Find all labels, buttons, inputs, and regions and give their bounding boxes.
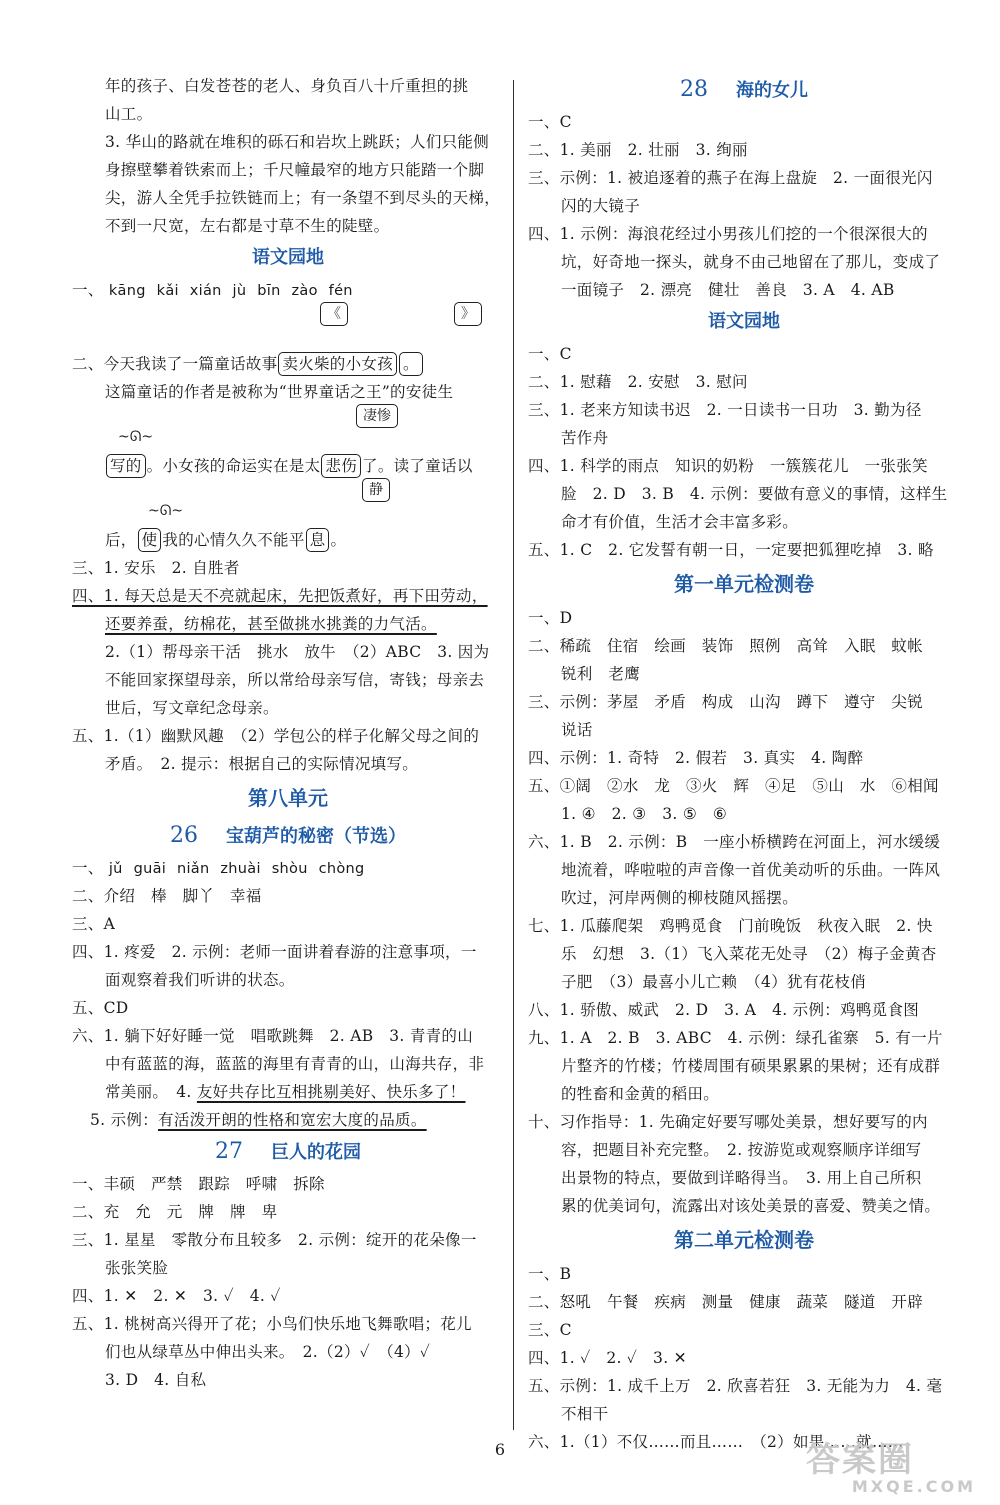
- text-line: 累的优美词句，流露出对该处美景的喜爱、赞美之情。: [561, 1197, 941, 1215]
- text-line: 六、1.（1）不仅……而且…… （2）如果……就……: [528, 1433, 904, 1451]
- text-line: [72, 582, 504, 610]
- marked-word: 息: [306, 528, 330, 552]
- insert-annotation: 》: [454, 302, 482, 326]
- text-line: 们也从绿草丛中伸出头来。 2.（2）✓ （4）✓: [105, 1343, 431, 1361]
- insert-annotation: 《: [320, 302, 348, 326]
- text-line: 一、丰硕 严禁 跟踪 呼啸 拆除: [72, 1175, 325, 1193]
- text-line: 张张笑脸: [105, 1259, 169, 1277]
- text-span: 后，: [105, 531, 137, 549]
- text-span: 二、今天我读了一篇童话故事: [72, 355, 278, 373]
- text-line: 这篇童话的作者是被称为“世界童话之王”的安徒生: [105, 383, 454, 401]
- text-line: 二、怒吼 午餐 疾病 测量 健康 蔬菜 隧道 开辟: [528, 1293, 924, 1311]
- correction-line: [72, 304, 504, 350]
- text-line: 一、D: [528, 609, 573, 627]
- delete-mark-icon: ~ᘏ~: [118, 429, 154, 445]
- underlined-answer: 四、1. 每天总是天不亮就起床，先把饭煮好，再下田劳动，: [72, 587, 488, 605]
- text-line: 五、1. C 2. 它发誓有朝一日，一定要把狐狸吃掉 3. 略: [528, 541, 934, 559]
- underlined-answer: 友好共存比互相挑剔美好、快乐多了！: [196, 1083, 466, 1101]
- text-line: 四、1. 示例：海浪花经过小男孩儿们挖的一个很深很大的: [528, 225, 928, 243]
- delete-mark-icon: ~ᘏ~: [148, 503, 184, 519]
- text-line: 2.（1）帮母亲干活 挑水 放牛 （2）ABC 3. 因为: [105, 643, 490, 661]
- marked-word: 悲伤: [321, 454, 361, 478]
- text-line: 六、1. 躺下好好睡一觉 唱歌跳舞 2. AB 3. 青青的山: [72, 1027, 474, 1045]
- lesson-heading: [72, 1134, 504, 1170]
- test-heading: 第二单元检测卷: [674, 1228, 814, 1252]
- lesson-heading: [72, 818, 504, 854]
- text-line: [72, 1078, 504, 1106]
- text-line: 片整齐的竹楼；竹楼周围有硕果累累的果树；还有成群: [561, 1057, 941, 1075]
- text-span: 我的心情久久不能平: [162, 531, 305, 549]
- text-line: 说话: [561, 721, 593, 739]
- lesson-title: 巨人的花园: [271, 1142, 361, 1163]
- text-line: 三、1. 星星 零散分布且较多 2. 示例：绽开的花朵像一: [72, 1231, 477, 1249]
- lesson-number: 27: [215, 1139, 243, 1164]
- text-line: 三、示例：茅屋 矛盾 构成 山沟 蹲下 遵守 尖锐: [528, 693, 924, 711]
- watermark-logo: [806, 1442, 976, 1498]
- text-line: 尖，游人全凭手拉铁链而上；有一条望不到尽头的天梯，: [105, 189, 501, 207]
- text-line: 山工。: [105, 105, 153, 123]
- column-divider: [513, 80, 514, 1430]
- text-line: 四、1. ✓ 2. ✓ 3. ✕: [528, 1349, 687, 1367]
- question-number: 一、: [72, 281, 104, 299]
- text-line: 年的孩子、白发苍苍的老人、身负百八十斤重担的挑: [105, 77, 469, 95]
- replace-annotation: 静: [362, 478, 390, 502]
- pinyin-line: [72, 854, 504, 882]
- text-line: 地流着，哗啦啦的声音像一首优美动听的乐曲。一阵风: [561, 861, 941, 879]
- text-line: 二、充 允 元 牌 牌 卑: [72, 1203, 278, 1221]
- page-number: 6: [494, 1440, 506, 1459]
- marked-word: 写的: [106, 454, 146, 478]
- section-heading-garden: 语文园地: [252, 247, 324, 268]
- text-line: 五、CD: [72, 999, 129, 1017]
- text-line: 1. ④ 2. ③ 3. ⑤ ⑥: [561, 805, 728, 823]
- text-line: 坑，好奇地一探头，就身不由己地留在了那儿，变成了: [561, 253, 941, 271]
- marked-word: 。: [399, 352, 423, 376]
- text-span: 。小女孩的命运实在是太: [146, 457, 321, 475]
- text-line: 八、1. 骄傲、威武 2. D 3. A 4. 示例：鸡鸭觅食图: [528, 1001, 920, 1019]
- text-line: 四、1. ✕ 2. ✕ 3. ✓ 4. ✓: [72, 1287, 281, 1305]
- text-line: 3. 华山的路就在堆积的砾石和岩坎上跳跃；人们只能侧: [105, 133, 490, 151]
- lesson-title: 海的女儿: [736, 80, 808, 101]
- left-column: [72, 72, 504, 1394]
- text-line: 的牲畜和金黄的稻田。: [561, 1085, 720, 1103]
- text-line: 闪的大镜子: [561, 197, 641, 215]
- text-line: 四、1. 科学的雨点 知识的奶粉 一簇簇花儿 一张张笑: [528, 457, 928, 475]
- underlined-answer: 还要养蚕，纺棉花，甚至做挑水挑粪的力气活。: [105, 615, 437, 633]
- marked-word: 使: [138, 528, 162, 552]
- text-line: 面观察着我们听讲的状态。: [105, 971, 295, 989]
- text-line: 四、示例：1. 奇特 2. 假若 3. 真实 4. 陶醉: [528, 749, 864, 767]
- replace-annotation: 凄惨: [356, 404, 398, 428]
- text-line: [72, 610, 504, 638]
- text-line: 中有蓝蓝的海，蓝蓝的海里有青青的山，山海共存，非: [105, 1055, 485, 1073]
- text-line: [72, 1106, 504, 1134]
- text-line: 命才有价值，生活才会丰富多彩。: [561, 513, 799, 531]
- text-line: 五、1.（1）幽默风趣 （2）学包公的样子化解父母之间的: [72, 727, 480, 745]
- text-line: 出景物的特点，要做到详略得当。 3. 用上自己所积: [561, 1169, 922, 1187]
- text-line: 容，把题目补充完整。 2. 按游览或观察顺序详细写: [561, 1141, 922, 1159]
- text-line: 五、示例：1. 成千上万 2. 欣喜若狂 3. 无能为力 4. 毫: [528, 1377, 943, 1395]
- pinyin-answer: jǔ guāi niǎn zhuài shòu chòng: [108, 861, 365, 877]
- text-line: 三、A: [72, 915, 116, 933]
- correction-line: [72, 350, 504, 378]
- pinyin-line: [72, 276, 504, 304]
- text-line: 不相干: [561, 1405, 609, 1423]
- text-span: 了。读了童话以: [362, 457, 473, 475]
- text-line: 二、1. 美丽 2. 壮丽 3. 绚丽: [528, 141, 748, 159]
- text-line: 三、1. 老来方知读书迟 2. 一日读书一日功 3. 勤为径: [528, 401, 922, 419]
- text-line: 不能回家探望母亲，所以常给母亲写信，寄钱；母亲去: [105, 671, 485, 689]
- text-line: 脸 2. D 3. B 4. 示例：要做有意义的事情，这样生: [561, 485, 948, 503]
- text-line: 二、稀疏 住宿 绘画 装饰 照例 高耸 入眠 蚊帐: [528, 637, 924, 655]
- lesson-title: 宝葫芦的秘密（节选）: [226, 826, 406, 847]
- text-span: 。: [330, 531, 347, 549]
- question-number: 一、: [72, 859, 104, 877]
- text-line: 七、1. 瓜藤爬架 鸡鸭觅食 门前晚饭 秋夜入眠 2. 快: [528, 917, 933, 935]
- watermark-url: MXQE.COM: [851, 1477, 976, 1496]
- text-line: 世后，写文章纪念母亲。: [105, 699, 279, 717]
- watermark-text: 答案圈: [806, 1440, 914, 1480]
- text-line: 乐 幻想 3.（1）飞入菜花无处寻 （2）梅子金黄杏: [561, 945, 937, 963]
- text-line: 九、1. A 2. B 3. ABC 4. 示例：绿孔雀寨 5. 有一片: [528, 1029, 943, 1047]
- marked-word: 卖火柴的小女孩: [278, 352, 397, 376]
- text-line: 锐利 老鹰: [561, 665, 641, 683]
- text-line: 十、习作指导：1. 先确定好要写哪处美景，想好要写的内: [528, 1113, 928, 1131]
- text-line: 身擦壁攀着铁索而上；千尺幢最窄的地方只能踏一个脚: [105, 161, 485, 179]
- text-line: 五、①阔 ②水 龙 ③火 辉 ④足 ⑤山 水 ⑥相闻: [528, 777, 939, 795]
- text-line: 六、1. B 2. 示例：B 一座小桥横跨在河面上，河水缓缓: [528, 833, 941, 851]
- text-line: 二、1. 慰藉 2. 安慰 3. 慰问: [528, 373, 748, 391]
- text-line: 二、介绍 棒 脚丫 幸福: [72, 887, 262, 905]
- text-line: 一、C: [528, 113, 572, 131]
- text-span: 常美丽。 4.: [105, 1083, 197, 1101]
- right-column: [528, 72, 960, 1456]
- text-line: 一面镜子 2. 漂亮 健壮 善良 3. A 4. AB: [561, 281, 895, 299]
- lesson-number: 28: [680, 77, 708, 102]
- text-line: 三、示例：1. 被追逐着的燕子在海上盘旋 2. 一面很光闪: [528, 169, 933, 187]
- text-line: 子肥 （3）最喜小儿亡赖 （4）犹有花枝俏: [561, 973, 867, 991]
- text-line: 苦作舟: [561, 429, 609, 447]
- text-line: 三、C: [528, 1321, 572, 1339]
- text-line: 吹过，河岸两侧的柳枝随风摇摆。: [561, 889, 799, 907]
- lesson-heading: [528, 72, 960, 108]
- unit-heading: 第八单元: [248, 786, 328, 810]
- correction-line: [72, 406, 504, 452]
- text-line: 四、1. 疼爱 2. 示例：老师一面讲着春游的注意事项，一: [72, 943, 477, 961]
- text-line: 五、1. 桃树高兴得开了花；小鸟们快乐地飞舞歌唱；花儿: [72, 1315, 472, 1333]
- text-line: 一、C: [528, 345, 572, 363]
- text-line: 一、B: [528, 1265, 572, 1283]
- correction-line: [72, 526, 504, 554]
- text-span: 5. 示例：: [90, 1111, 159, 1129]
- text-line: 三、1. 安乐 2. 自胜者: [72, 559, 240, 577]
- lesson-number: 26: [170, 823, 198, 848]
- text-line: 矛盾。 2. 提示：根据自己的实际情况填写。: [105, 755, 419, 773]
- underlined-answer: 有活泼开朗的性格和宽宏大度的品质。: [158, 1111, 427, 1129]
- section-heading-garden: 语文园地: [708, 311, 780, 332]
- pinyin-answer: kāng kǎi xián jù bīn zào fén: [108, 283, 353, 299]
- correction-line: [72, 480, 504, 526]
- test-heading: 第一单元检测卷: [674, 572, 814, 596]
- text-line: 不到一尺宽，左右都是寸草不生的陡壁。: [105, 217, 390, 235]
- text-line: 3. D 4. 自私: [105, 1371, 207, 1389]
